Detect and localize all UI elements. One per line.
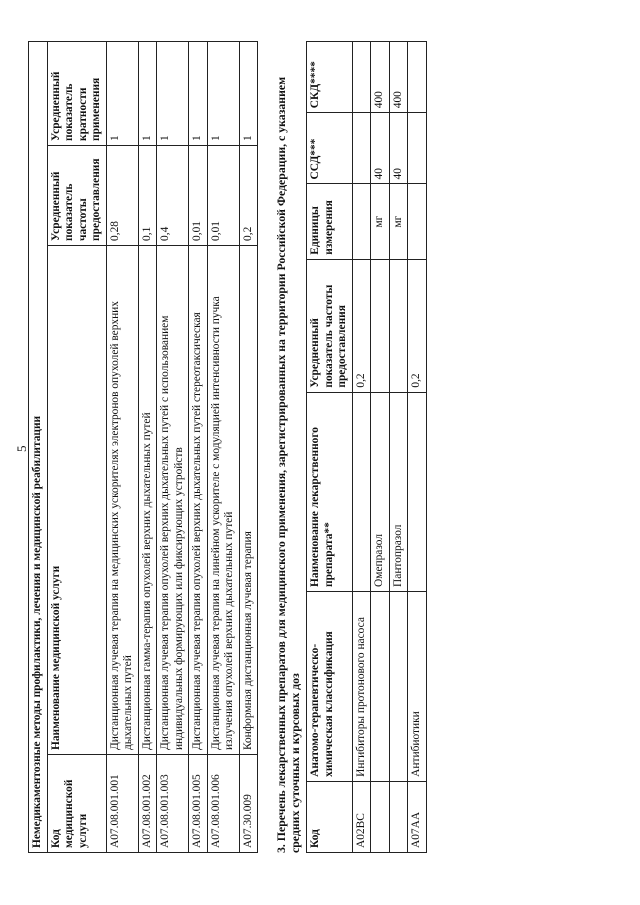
service-multiplicity: 1 [239, 42, 258, 146]
drug-ssd [408, 113, 427, 184]
service-code: A07.08.001.006 [207, 755, 239, 853]
table-row [239, 42, 258, 853]
drug-frequency [389, 259, 408, 392]
service-name: Дистанционная лучевая терапия опухолей верхних дыхательных путей с использованием индивидуальных формирующих или фиксирующих устройств [157, 245, 189, 754]
service-code: A07.30.009 [239, 755, 258, 853]
drug-unit: мг [389, 184, 408, 259]
drug-ssd [352, 113, 371, 184]
drug-ssd: 40 [371, 113, 390, 184]
service-name: Дистанционная лучевая терапия на линейном ускорителе с модуляцией интенсивности пучка излучения опухолей верхних дыхательных путей [207, 245, 239, 754]
service-frequency: 0,4 [157, 145, 189, 245]
medical-services-table [28, 41, 258, 853]
header-code: Код [307, 781, 353, 852]
service-multiplicity: 1 [189, 42, 208, 146]
drug-ssd: 40 [389, 113, 408, 184]
document-body [28, 41, 427, 853]
service-multiplicity: 1 [157, 42, 189, 146]
page-number: 5 [14, 445, 29, 452]
drug-skd [408, 42, 427, 113]
table-row [408, 42, 427, 853]
drug-frequency: 0,2 [408, 259, 427, 392]
section-caption: Немедикаментозные методы профилактики, лечения и медицинской реабилитации [29, 42, 48, 853]
service-multiplicity: 1 [106, 42, 138, 146]
header-ssd: ССД*** [307, 113, 353, 184]
drug-unit: мг [371, 184, 390, 259]
drug-atc [371, 591, 390, 781]
table-header-row [47, 42, 106, 853]
drug-name: Пантопразол [389, 392, 408, 591]
table-row [189, 42, 208, 853]
service-frequency: 0,2 [239, 145, 258, 245]
service-name: Дистанционная лучевая терапия на медицинских ускорителях электронов опухолей верхних дыхательных путей [106, 245, 138, 754]
table-row [157, 42, 189, 853]
drug-unit [352, 184, 371, 259]
header-frequency: Усредненный показатель частоты предоставления [47, 145, 106, 245]
table-header-row [307, 42, 353, 853]
service-name: Конформная дистанционная лучевая терапия [239, 245, 258, 754]
header-frequency: Усредненный показатель частоты предоставления [307, 259, 353, 392]
header-unit: Единицы измерения [307, 184, 353, 259]
drug-frequency: 0,2 [352, 259, 371, 392]
header-multiplicity: Усредненный показатель кратности применения [47, 42, 106, 146]
header-code: Код медицинской услуги [47, 755, 106, 853]
drug-atc: Ингибиторы протонового насоса [352, 591, 371, 781]
table-row [106, 42, 138, 853]
drug-frequency [371, 259, 390, 392]
service-code: A07.08.001.001 [106, 755, 138, 853]
header-service-name: Наименование медицинской услуги [47, 245, 106, 754]
drug-skd: 400 [371, 42, 390, 113]
drug-atc: Антибиотики [408, 591, 427, 781]
service-code: A07.08.001.003 [157, 755, 189, 853]
table-row [138, 42, 157, 853]
service-multiplicity: 1 [207, 42, 239, 146]
drug-name: Омепразол [371, 392, 390, 591]
drug-name [408, 392, 427, 591]
header-drug-name: Наименование лекарственного препарата** [307, 392, 353, 591]
drug-atc [389, 591, 408, 781]
table-row [371, 42, 390, 853]
service-frequency: 0,01 [207, 145, 239, 245]
service-frequency: 0,01 [189, 145, 208, 245]
service-code: A07.08.001.005 [189, 755, 208, 853]
drug-skd: 400 [389, 42, 408, 113]
drugs-table [306, 41, 427, 853]
drug-code [371, 781, 390, 852]
table-row [207, 42, 239, 853]
header-skd: СКД**** [307, 42, 353, 113]
drug-name [352, 392, 371, 591]
service-frequency: 0,28 [106, 145, 138, 245]
service-name: Дистанционная лучевая терапия опухолей верхних дыхательных путей стереотаксическая [189, 245, 208, 754]
service-name: Дистанционная гамма-терапия опухолей верхних дыхательных путей [138, 245, 157, 754]
drug-code [389, 781, 408, 852]
header-atc-classification: Анатомо-терапевтическо-химическая классификация [307, 591, 353, 781]
table-caption-row [29, 42, 48, 853]
table-row [389, 42, 408, 853]
service-code: A07.08.001.002 [138, 755, 157, 853]
service-frequency: 0,1 [138, 145, 157, 245]
drug-code: A02BC [352, 781, 371, 852]
drug-unit [408, 184, 427, 259]
service-multiplicity: 1 [138, 42, 157, 146]
drugs-section-title: 3. Перечень лекарственных препаратов для медицинского применения, зарегистрированных на территории Российской Федерации, с указанием средних суточных и курсовых доз [274, 76, 302, 853]
drug-code: A07AA [408, 781, 427, 852]
table-row [352, 42, 371, 853]
drug-skd [352, 42, 371, 113]
